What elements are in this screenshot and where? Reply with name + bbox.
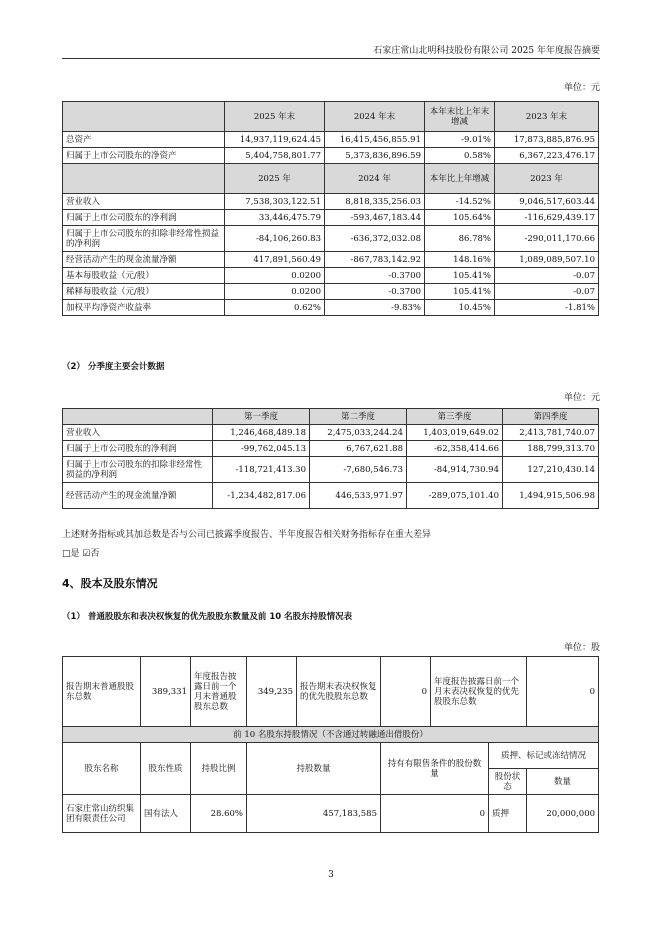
cell: -1,234,482,817.06 [213, 483, 310, 509]
cell: 2,413,781,740.07 [503, 425, 599, 441]
header-cell: 本年比上年增减 [425, 164, 495, 194]
cell: -0.07 [495, 268, 599, 284]
table-row [63, 483, 599, 509]
cell: 1,089,089,507.10 [495, 252, 599, 268]
row-label: 营业收入 [63, 425, 213, 441]
table-row [63, 226, 599, 252]
summary-label: 报告期末表决权恢复的优先股股东总数 [297, 657, 381, 727]
row-label: 经营活动产生的现金流量净额 [63, 483, 213, 509]
cell: 7,538,303,122.51 [225, 194, 325, 210]
table-header-row [63, 102, 599, 132]
cell: 148.16% [425, 252, 495, 268]
col-header: 股东名称 [63, 743, 141, 795]
quarter-choice: □是 ☑否 [62, 549, 100, 559]
cell: 0.58% [425, 148, 495, 164]
header-cell: 本年末比上年末增减 [425, 102, 495, 132]
header-cell: 2025 年末 [225, 102, 325, 132]
summary-label: 报告期末普通股股东总数 [63, 657, 141, 727]
quarter-unit: 单位：元 [563, 393, 600, 403]
cell: -0.3700 [325, 268, 425, 284]
cell: -84,106,260.83 [225, 226, 325, 252]
cell: 6,767,621.88 [310, 441, 407, 457]
header-cell: 2024 年 [325, 164, 425, 194]
cell: 1,403,019,649.02 [407, 425, 503, 441]
cell: 86.78% [425, 226, 495, 252]
table-row [63, 300, 599, 316]
table-row [63, 441, 599, 457]
top10-title: 前 10 名股东持股情况（不含通过转融通出借股份） [63, 727, 599, 743]
header-cell: 2023 年末 [495, 102, 599, 132]
quarter-section-title: （2） 分季度主要会计数据 [62, 362, 165, 372]
table1-unit: 单位：元 [563, 83, 600, 93]
cell: -593,467,183.44 [325, 210, 425, 226]
table-header-row [63, 727, 599, 743]
section4-subtitle: （1） 普通股股东和表决权恢复的优先股股东数量及前 10 名股东持股情况表 [62, 612, 353, 622]
table-header-row [63, 409, 599, 425]
shareholder-amount: 20,000,000 [527, 795, 599, 833]
cell: -0.07 [495, 284, 599, 300]
header-cell: 2024 年末 [325, 102, 425, 132]
summary-label: 年度报告披露日前一个月末表决权恢复的优先股股东总数 [431, 657, 527, 727]
table-header-row [63, 743, 599, 769]
row-label: 加权平均净资产收益率 [63, 300, 225, 316]
cell: 16,415,456,855.91 [325, 132, 425, 148]
row-label: 稀释每股收益（元/股） [63, 284, 225, 300]
cell: 0.0200 [225, 284, 325, 300]
shareholder-status: 质押 [489, 795, 527, 833]
table-header-row [63, 164, 599, 194]
cell: -9.83% [325, 300, 425, 316]
cell: 5,373,836,896.59 [325, 148, 425, 164]
shareholder-name: 石家庄常山纺织集团有限责任公司 [63, 795, 141, 833]
header-title: 石家庄常山北明科技股份有限公司 2025 年年度报告摘要 [373, 46, 600, 56]
summary-value: 349,235 [247, 657, 297, 727]
col-header: 持股比例 [191, 743, 247, 795]
cell: -62,358,414.66 [407, 441, 503, 457]
cell: -867,783,142.92 [325, 252, 425, 268]
table-row [63, 194, 599, 210]
cell: -1.81% [495, 300, 599, 316]
cell: -118,721,413.30 [213, 457, 310, 483]
row-label: 营业收入 [63, 194, 225, 210]
cell: 0.62% [225, 300, 325, 316]
col-header: 股份状态 [489, 769, 527, 795]
cell: 2,475,033,244.24 [310, 425, 407, 441]
cell: 9,046,517,603.44 [495, 194, 599, 210]
shareholder-ratio: 28.60% [191, 795, 247, 833]
section4-unit: 单位：股 [563, 643, 600, 653]
table-row [63, 210, 599, 226]
header-cell [63, 164, 225, 194]
cell: 8,818,335,256.03 [325, 194, 425, 210]
col-header: 股东性质 [141, 743, 191, 795]
section4-title: 4、股本及股东情况 [62, 577, 158, 590]
cell: 105.64% [425, 210, 495, 226]
header-cell: 第四季度 [503, 409, 599, 425]
cell: 188,799,313.70 [503, 441, 599, 457]
cell: -14.52% [425, 194, 495, 210]
col-header: 持股数量 [247, 743, 381, 795]
quarterly-table [62, 408, 599, 509]
cell: 446,533,971.97 [310, 483, 407, 509]
header-cell: 第一季度 [213, 409, 310, 425]
summary-value: 0 [381, 657, 431, 727]
header-cell [63, 409, 213, 425]
cell: -84,914,730.94 [407, 457, 503, 483]
row-label: 归属于上市公司股东的扣除非经常性损益的净利润 [63, 457, 213, 483]
summary-row [63, 657, 599, 727]
header-cell: 2025 年 [225, 164, 325, 194]
cell: 105.41% [425, 284, 495, 300]
header-cell [63, 102, 225, 132]
cell: 17,873,885,876.95 [495, 132, 599, 148]
cell: 105.41% [425, 268, 495, 284]
shareholder-qty: 457,183,585 [247, 795, 381, 833]
header-cell: 第二季度 [310, 409, 407, 425]
cell: 5,404,758,801.77 [225, 148, 325, 164]
cell: 1,494,915,506.98 [503, 483, 599, 509]
header-cell: 2023 年 [495, 164, 599, 194]
shareholder-restricted: 0 [381, 795, 489, 833]
row-label: 归属于上市公司股东的扣除非经常性损益的净利润 [63, 226, 225, 252]
shareholder-nature: 国有法人 [141, 795, 191, 833]
row-label: 基本每股收益（元/股） [63, 268, 225, 284]
shareholders-table [62, 656, 599, 833]
quarter-note: 上述财务指标或其加总数是否与公司已披露季度报告、半年度报告相关财务指标存在重大差异 [62, 530, 432, 540]
cell: 1,246,468,489.18 [213, 425, 310, 441]
page-header [62, 40, 600, 59]
key-financials-table [62, 101, 599, 316]
row-label: 总资产 [63, 132, 225, 148]
summary-value: 389,331 [141, 657, 191, 727]
cell: 14,937,119,624.45 [225, 132, 325, 148]
cell: 6,367,223,476.17 [495, 148, 599, 164]
table-row [63, 268, 599, 284]
cell: -116,629,439.17 [495, 210, 599, 226]
row-label: 归属于上市公司股东的净利润 [63, 210, 225, 226]
cell: -7,680,546.73 [310, 457, 407, 483]
cell: -9.01% [425, 132, 495, 148]
cell: 417,891,560.49 [225, 252, 325, 268]
row-label: 经营活动产生的现金流量净额 [63, 252, 225, 268]
table-row [63, 795, 599, 833]
page-number: 3 [328, 870, 334, 880]
cell: 10.45% [425, 300, 495, 316]
table-row [63, 252, 599, 268]
col-header: 数量 [527, 769, 599, 795]
cell: 33,446,475.79 [225, 210, 325, 226]
table-row [63, 284, 599, 300]
cell: 127,210,430.14 [503, 457, 599, 483]
cell: -636,372,032.08 [325, 226, 425, 252]
summary-value: 0 [527, 657, 599, 727]
table-row [63, 457, 599, 483]
table-row [63, 132, 599, 148]
col-header: 持有有限售条件的股份数量 [381, 743, 489, 795]
row-label: 归属于上市公司股东的净资产 [63, 148, 225, 164]
cell: -289,075,101.40 [407, 483, 503, 509]
cell: -0.3700 [325, 284, 425, 300]
cell: -290,011,170.66 [495, 226, 599, 252]
table-row [63, 148, 599, 164]
col-header: 质押、标记或冻结情况 [489, 743, 599, 769]
cell: 0.0200 [225, 268, 325, 284]
summary-label: 年度报告披露日前一个月末普通股股东总数 [191, 657, 247, 727]
cell: -99,762,045.13 [213, 441, 310, 457]
row-label: 归属于上市公司股东的净利润 [63, 441, 213, 457]
table-row [63, 425, 599, 441]
header-cell: 第三季度 [407, 409, 503, 425]
